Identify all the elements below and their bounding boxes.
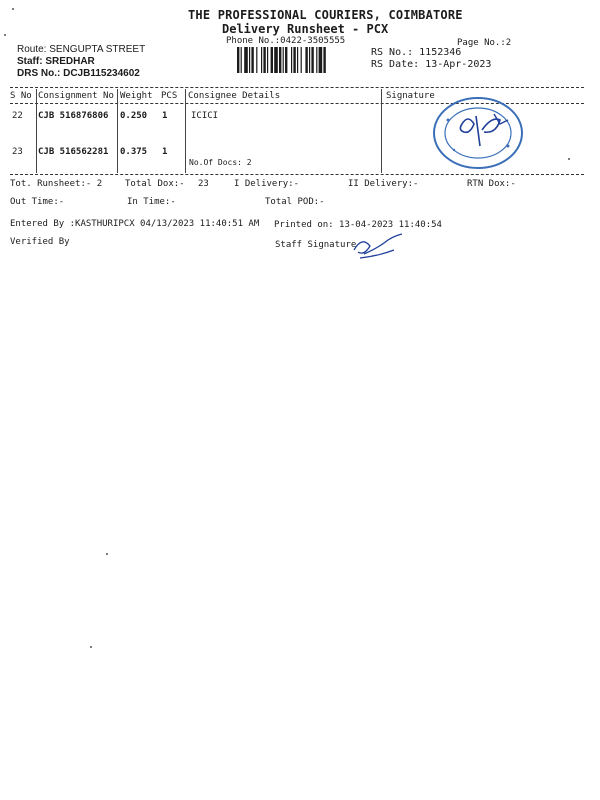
rs-number: RS No.: 1152346 [371, 47, 462, 58]
table-cell-consignment: CJB 516562281 [38, 147, 109, 157]
staff-line: Staff: SREDHAR [17, 56, 95, 67]
barcode-bar [301, 47, 302, 73]
barcode-bar [274, 47, 278, 73]
column-divider [36, 89, 37, 173]
drs-number: DRS No.: DCJB115234602 [17, 68, 140, 79]
table-cell-pcs: 1 [162, 111, 168, 121]
header-signature: Signature [386, 91, 435, 101]
barcode-bar [311, 47, 313, 73]
barcode-bar [279, 47, 281, 73]
barcode-bar [244, 47, 248, 73]
no-of-docs: No.Of Docs: 2 [189, 158, 252, 167]
barcode-bar [271, 47, 273, 73]
total-dox-label: Total Dox:- [125, 179, 185, 189]
scan-speck [90, 646, 92, 648]
barcode-bar [293, 47, 295, 73]
scan-speck [12, 8, 14, 10]
table-cell-weight: 0.250 [120, 111, 148, 121]
barcode-bar [305, 47, 307, 73]
total-runsheet: Tot. Runsheet:- 2 [10, 179, 103, 189]
barcode-bar [263, 47, 265, 73]
barcode-bar [237, 47, 239, 73]
barcode-bar [319, 47, 323, 73]
header-consignee: Consignee Details [188, 91, 281, 101]
barcode-bar [323, 47, 325, 73]
total-pod: Total POD:- [265, 197, 325, 207]
table-cell-sno: 23 [12, 147, 23, 157]
barcode-bar [241, 47, 242, 73]
rtn-dox: RTN Dox:- [467, 179, 516, 189]
stamp-seal [432, 96, 524, 170]
barcode-bar [251, 47, 253, 73]
staff-signature-label: Staff Signature [275, 240, 357, 250]
header-sno: S No [10, 91, 32, 101]
scan-speck [568, 158, 570, 160]
printed-on: Printed on: 13-04-2023 11:40:54 [274, 220, 442, 230]
barcode-bar [267, 47, 268, 73]
i-delivery: I Delivery:- [234, 179, 300, 189]
phone-number: Phone No.:0422-3505555 [226, 36, 346, 46]
table-cell-sno: 22 [12, 111, 23, 121]
entered-by: Entered By :KASTHURIPCX 04/13/2023 11:40:51 AM [10, 219, 260, 229]
barcode-bar [297, 47, 298, 73]
company-title: THE PROFESSIONAL COURIERS, COIMBATORE [188, 8, 463, 22]
table-cell-consignment: CJB 516876806 [38, 111, 109, 121]
column-divider [117, 89, 118, 173]
barcode-bar [285, 47, 287, 73]
barcode-image [237, 47, 361, 73]
barcode-bar [283, 47, 284, 73]
route-line: Route: SENGUPTA STREET [17, 44, 146, 55]
out-time: Out Time:- [10, 197, 65, 207]
barcode-bar [291, 47, 292, 73]
table-cell-consignee: ICICI [191, 111, 219, 121]
page-number: Page No.:2 [457, 38, 512, 48]
table-cell-pcs: 1 [162, 147, 168, 157]
barcode-bar [261, 47, 262, 73]
verified-by: Verified By [10, 237, 70, 247]
table-top-rule [10, 87, 584, 88]
column-divider [185, 89, 186, 173]
barcode-bar [256, 47, 257, 73]
table-cell-weight: 0.375 [120, 147, 148, 157]
scan-speck [106, 553, 108, 555]
in-time: In Time:- [127, 197, 176, 207]
total-dox-value: 23 [198, 179, 209, 189]
ii-delivery: II Delivery:- [348, 179, 419, 189]
column-divider [381, 89, 382, 173]
table-bottom-rule [10, 174, 584, 175]
header-weight: Weight [120, 91, 153, 101]
runsheet-subtitle: Delivery Runsheet - PCX [222, 22, 389, 36]
scan-speck [4, 34, 6, 36]
rs-date: RS Date: 13-Apr-2023 [371, 59, 492, 70]
barcode-bar [309, 47, 310, 73]
barcode-bar [249, 47, 250, 73]
barcode-bar [316, 47, 317, 73]
header-pcs: PCS [161, 91, 178, 101]
staff-signature-scribble [350, 232, 408, 262]
header-consignment: Consignment No [38, 91, 114, 101]
